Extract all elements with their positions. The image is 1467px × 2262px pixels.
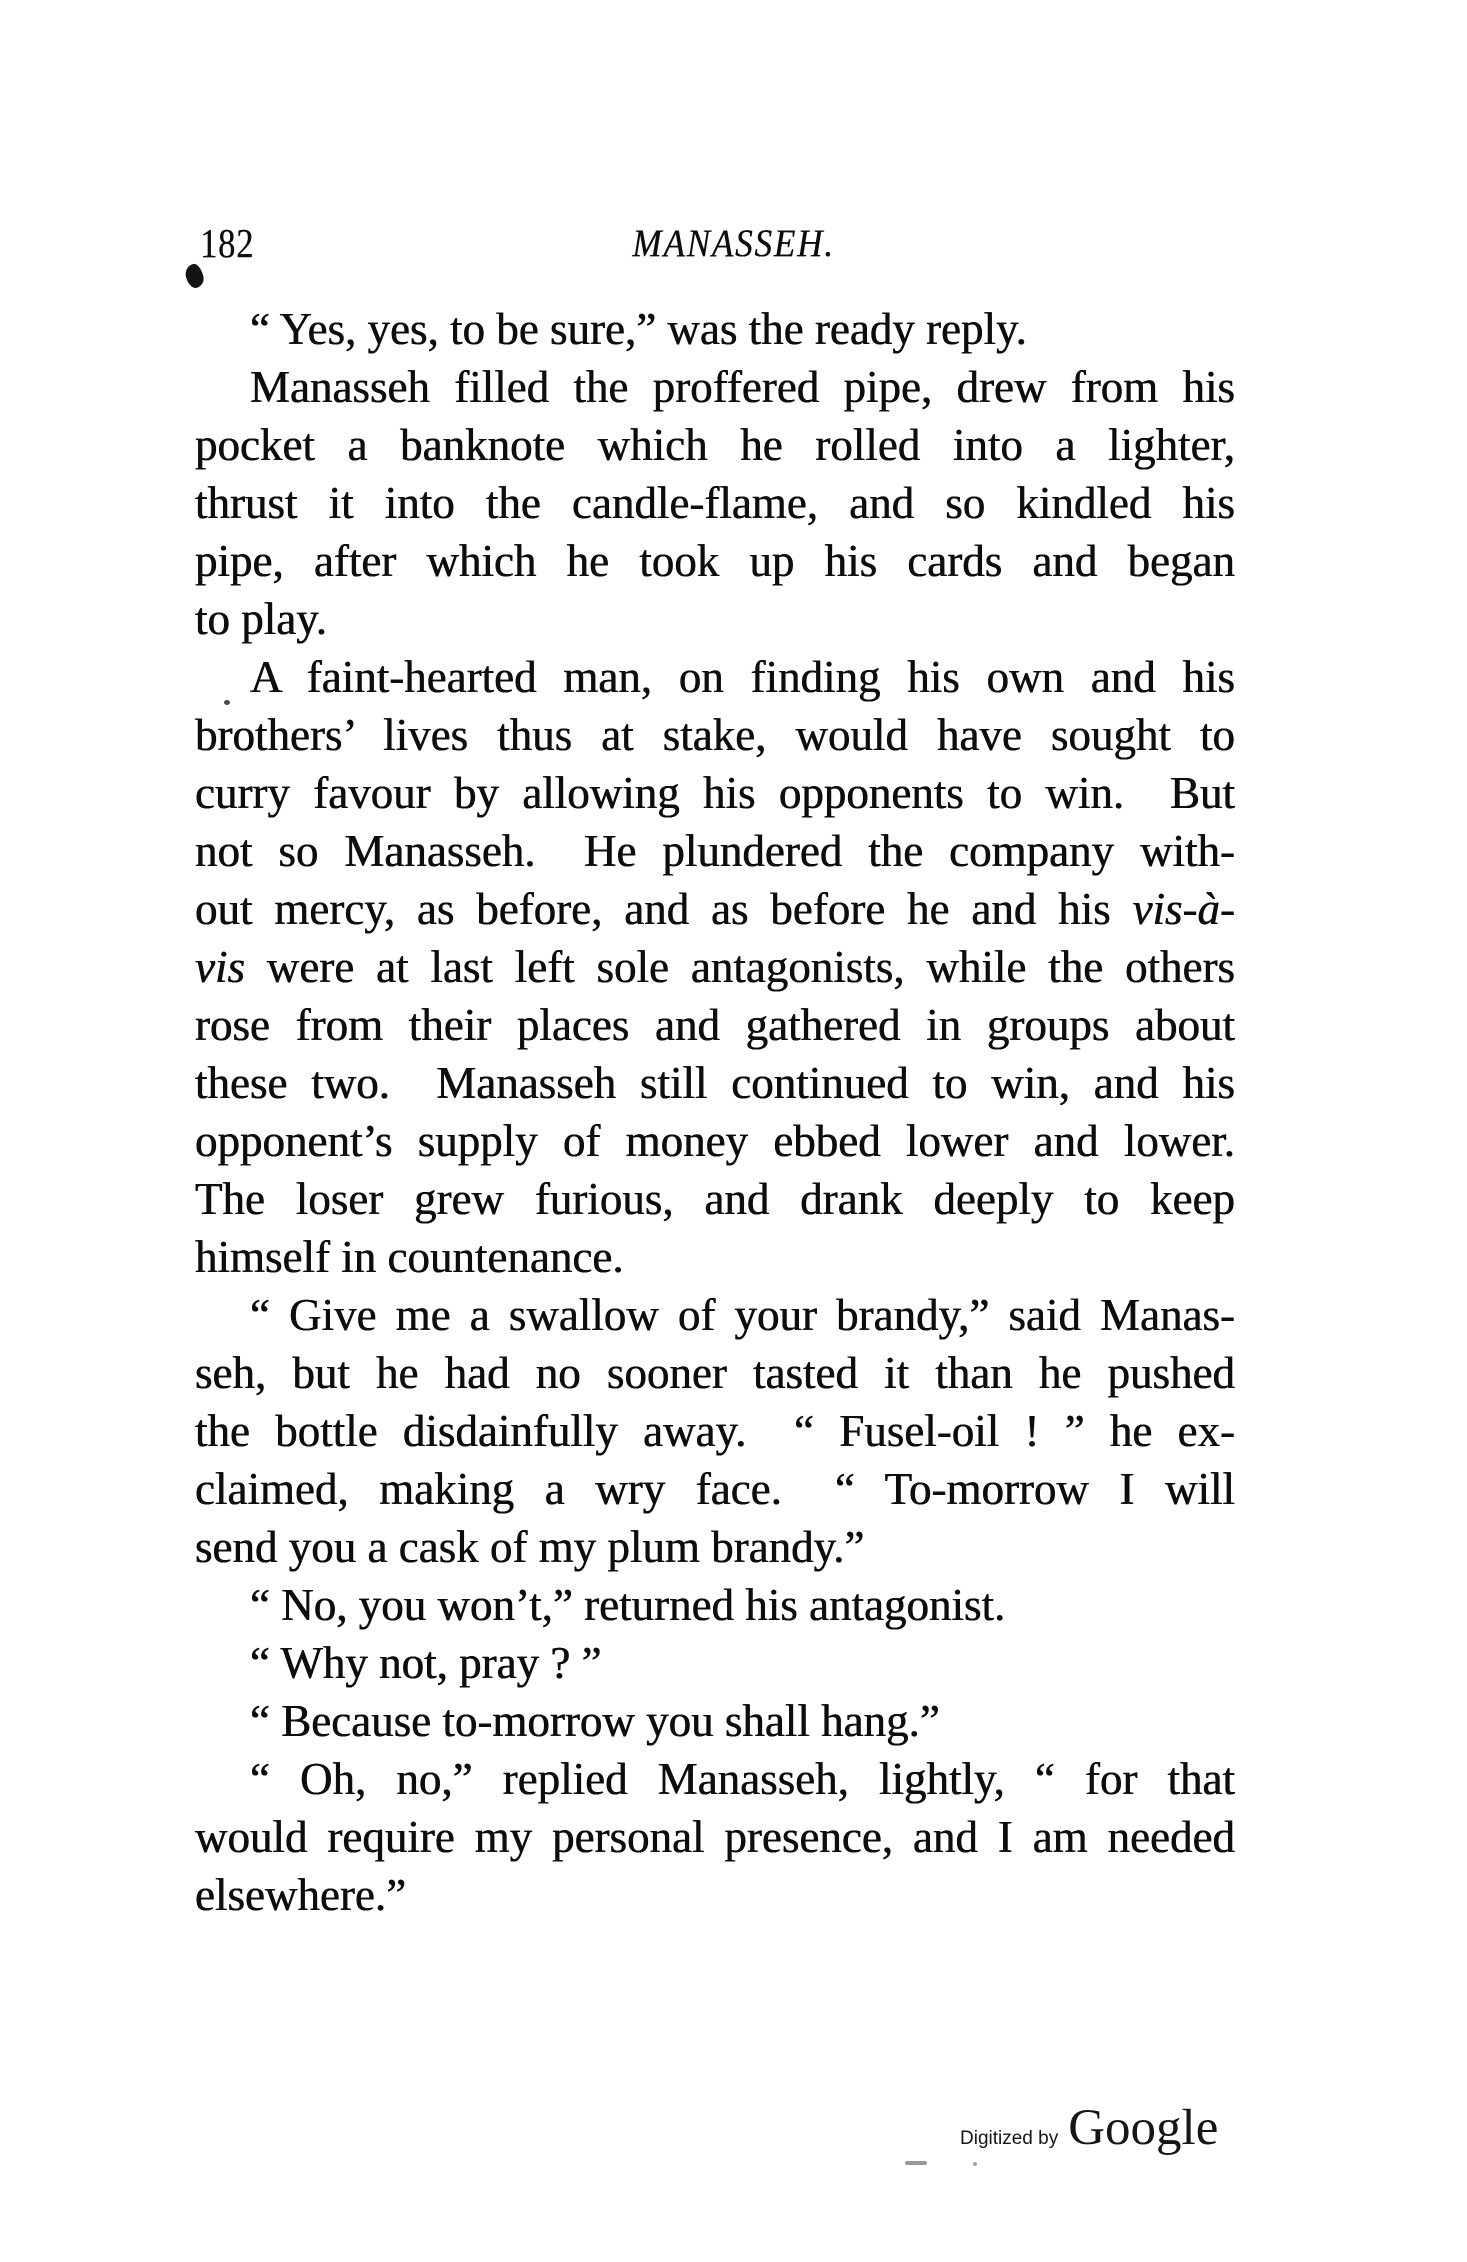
page-number: 182 <box>200 220 255 266</box>
italic-text: vis <box>195 942 245 992</box>
text-segment: were at last left sole antagonists, while the others <box>245 942 1235 992</box>
text-line: Manasseh filled the proffered pipe, drew from his <box>250 362 1235 412</box>
text-line: claimed, making a wry face. “ To-morrow I will <box>195 1464 1235 1514</box>
digitized-by-label: Digitized by <box>960 2128 1059 2149</box>
text-line: “ Why not, pray ? ” <box>250 1638 602 1688</box>
text-line: send you a cask of my plum brandy.” <box>195 1522 865 1572</box>
text-line: pipe, after which he took up his cards and began <box>195 536 1235 586</box>
italic-text: vis-à- <box>1132 884 1235 934</box>
scan-dot-artifact <box>973 2162 977 2166</box>
text-line <box>195 938 1235 996</box>
paragraph <box>195 300 1235 358</box>
text-line: “ Yes, yes, to be sure,” was the ready reply. <box>250 304 1027 354</box>
text-line: “ Oh, no,” replied Manasseh, lightly, “ for that <box>250 1754 1235 1804</box>
text-line: himself in countenance. <box>195 1232 624 1282</box>
body-text <box>195 300 1235 1924</box>
ink-blot-artifact <box>183 262 205 289</box>
text-line: curry favour by allowing his opponents to win. But <box>195 768 1235 818</box>
text-line: thrust it into the candle-flame, and so kindled his <box>195 478 1235 528</box>
text-line: seh, but he had no sooner tasted it than he pushed <box>195 1348 1235 1398</box>
text-line: to play. <box>195 594 328 644</box>
text-line: pocket a banknote which he rolled into a lighter, <box>195 420 1235 470</box>
text-line: “ Give me a swallow of your brandy,” said Manas- <box>250 1290 1235 1340</box>
text-line: rose from their places and gathered in groups about <box>195 1000 1235 1050</box>
text-line: the bottle disdainfully away. “ Fusel-oil ! ” he ex- <box>195 1406 1235 1456</box>
text-line: opponent’s supply of money ebbed lower and lower. <box>195 1116 1235 1166</box>
paragraph <box>195 1692 1235 1750</box>
running-head-title: MANASSEH. <box>632 222 835 265</box>
google-wordmark: Google <box>1068 2100 1219 2156</box>
text-segment: out mercy, as before, and as before he and his <box>195 884 1133 934</box>
text-line: these two. Manasseh still continued to win, and his <box>195 1058 1235 1108</box>
digitized-by-google-mark <box>960 2100 1219 2156</box>
paragraph <box>195 1576 1235 1634</box>
text-line: The loser grew furious, and drank deeply to keep <box>195 1174 1235 1224</box>
text-line: elsewhere.” <box>195 1870 407 1920</box>
paragraph <box>195 1286 1235 1576</box>
paragraph <box>195 1634 1235 1692</box>
scan-dash-artifact <box>905 2161 927 2165</box>
text-line: not so Manasseh. He plundered the company with- <box>195 826 1235 876</box>
text-line: brothers’ lives thus at stake, would have sought to <box>195 710 1235 760</box>
paragraph <box>195 1750 1235 1924</box>
text-line <box>195 880 1235 938</box>
paragraph <box>195 358 1235 648</box>
text-line: “ No, you won’t,” returned his antagonist. <box>250 1580 1006 1630</box>
text-line: A faint-hearted man, on finding his own and his <box>250 652 1235 702</box>
text-line: would require my personal presence, and I am needed <box>195 1812 1235 1862</box>
paragraph <box>195 648 1235 1286</box>
text-line: “ Because to-morrow you shall hang.” <box>250 1696 940 1746</box>
